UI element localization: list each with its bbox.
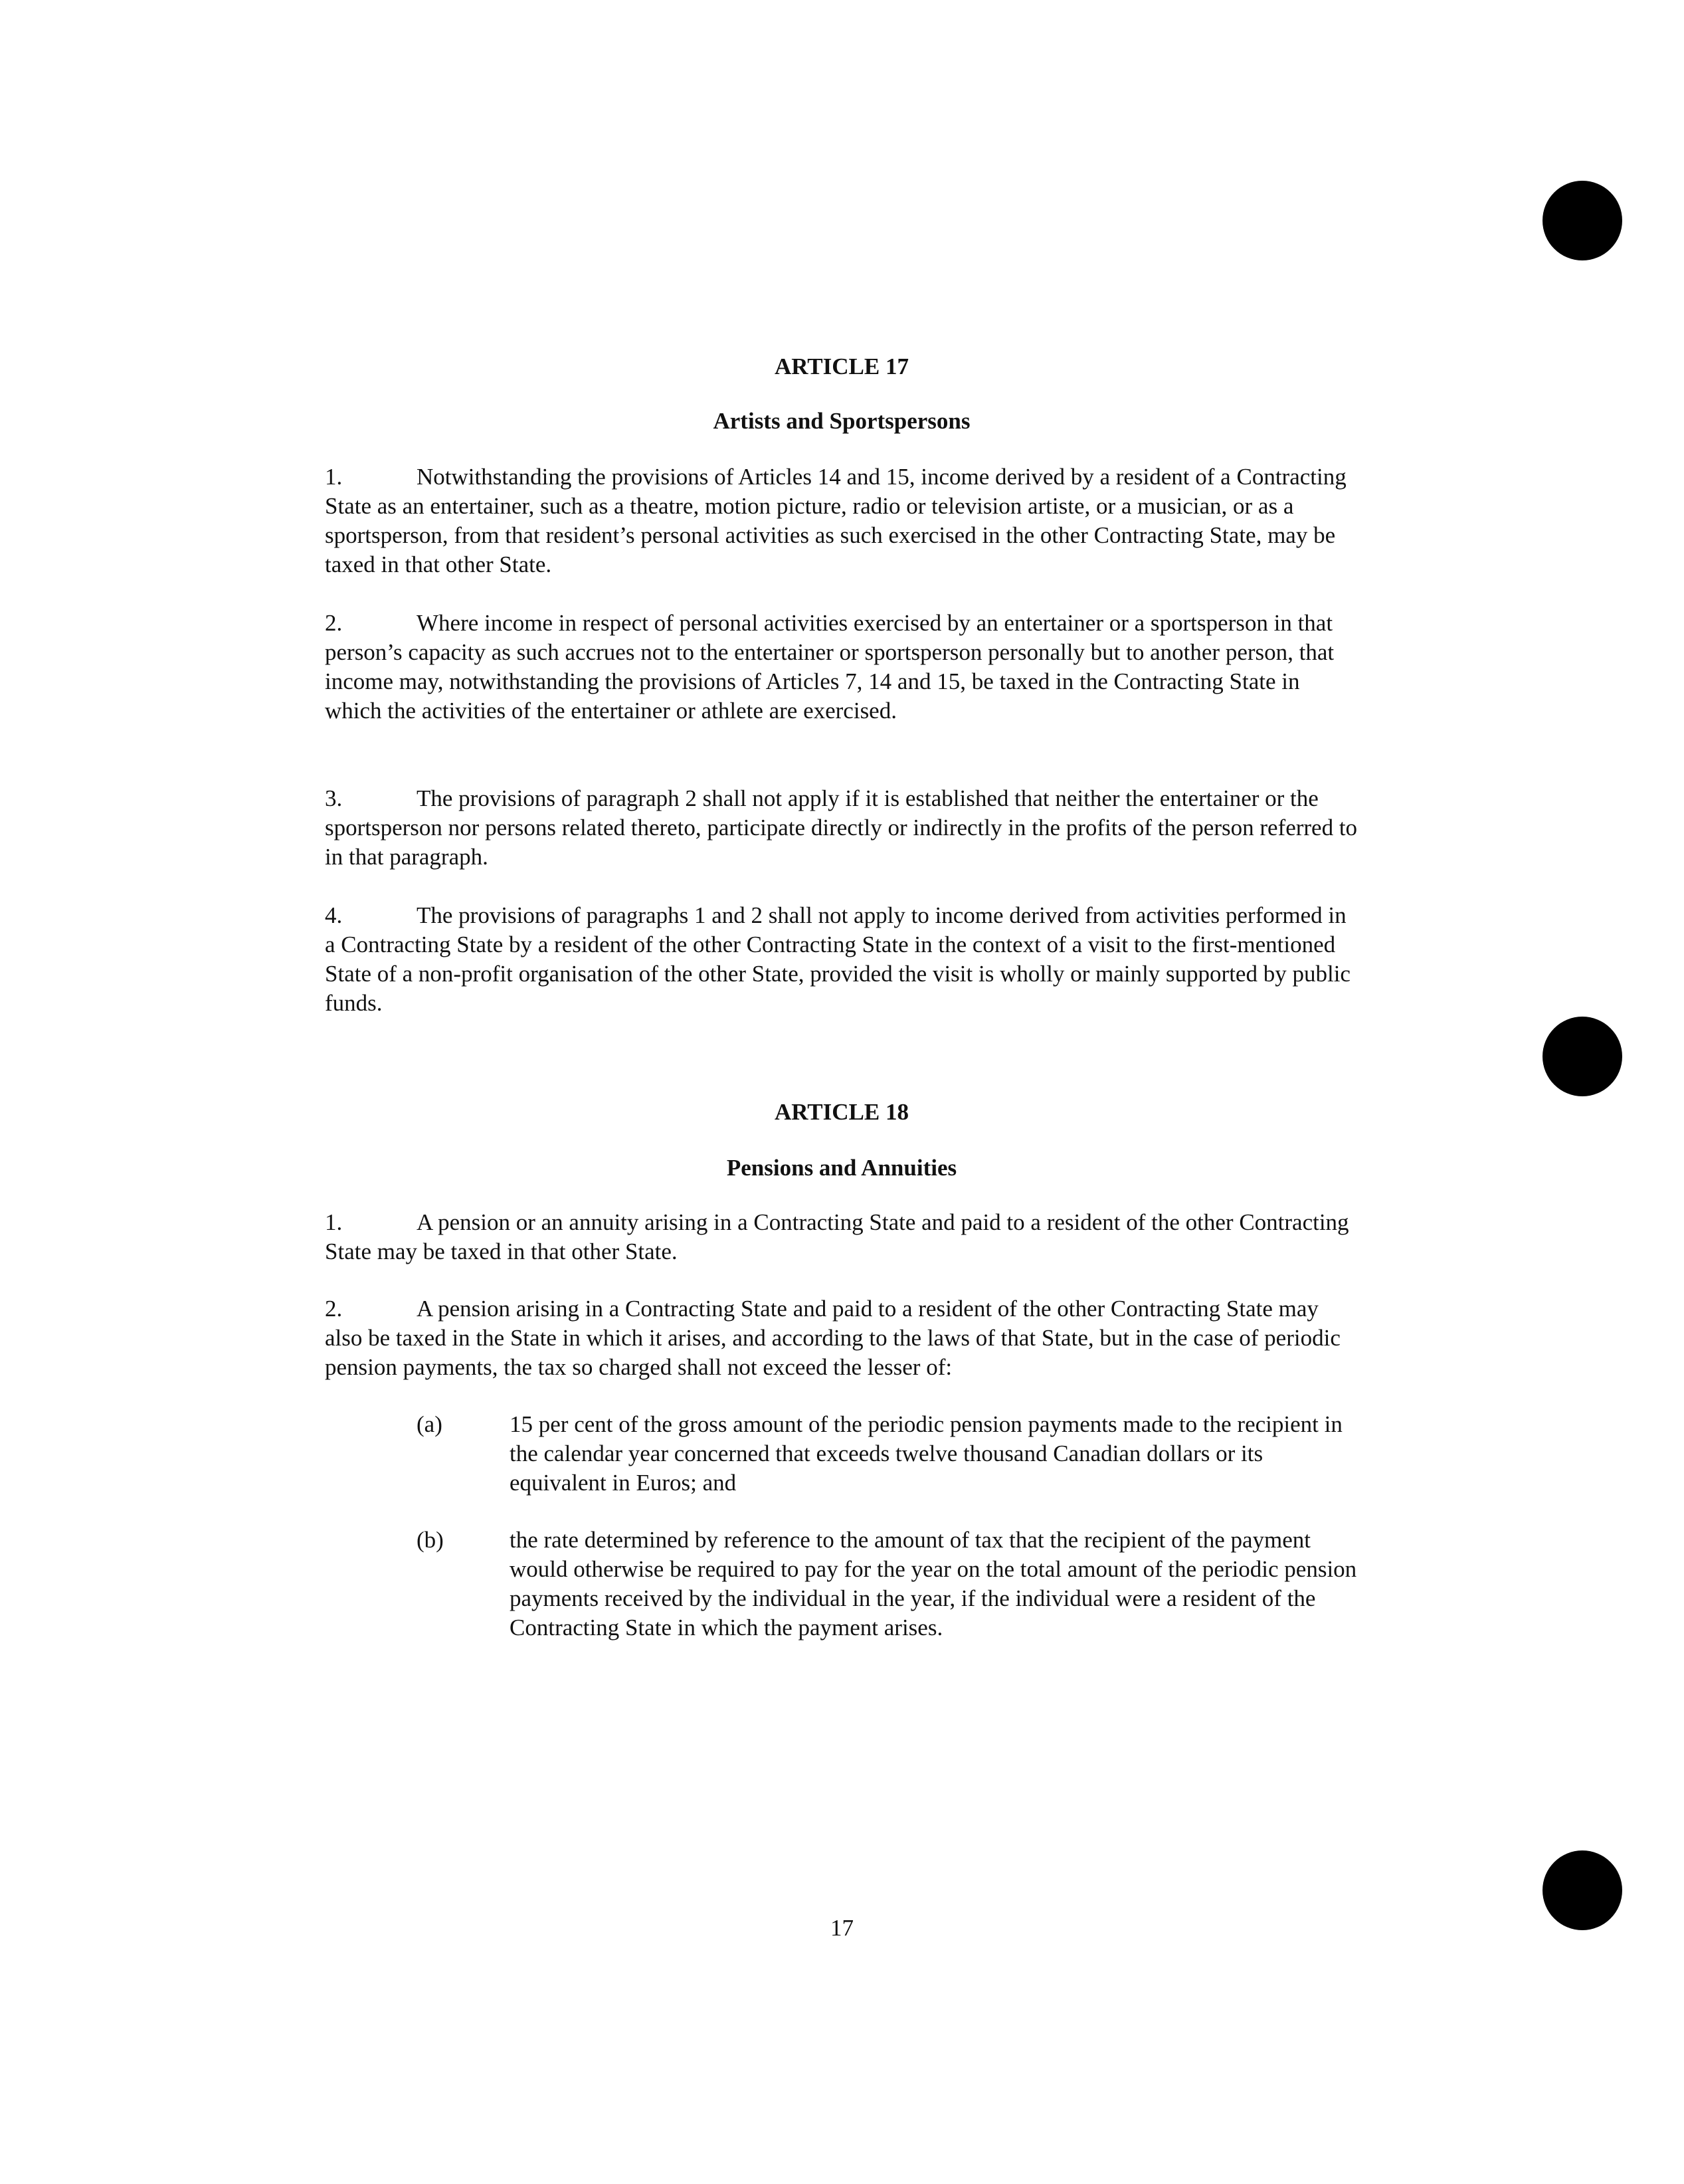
paragraph-number: 4. [325, 902, 343, 928]
article-17-paragraph-3 [325, 784, 1358, 872]
paragraph-number: 3. [325, 785, 343, 811]
paragraph-text: The provisions of paragraphs 1 and 2 shall not apply to income derived from activities performed in a Contracting State by a resident of the other Contracting State in the context of a visit to the first-mentioned State of a non-profit organisation of the other State, provided the visit is wholly or mainly supported by public funds. [325, 902, 1351, 1016]
paragraph-number: 2. [325, 1296, 343, 1322]
article-18-number: ARTICLE 18 [774, 1099, 909, 1125]
paragraph-text: The provisions of paragraph 2 shall not apply if it is established that neither the entertainer or the sportsperson nor persons related thereto, participate directly or indirectly in the profits of the person referred to in that paragraph. [325, 785, 1358, 870]
subparagraph-letter: (a) [417, 1411, 442, 1437]
subparagraph-letter: (b) [417, 1527, 444, 1553]
article-18-paragraph-1 [325, 1208, 1358, 1266]
paragraph-number: 1. [325, 1209, 343, 1235]
article-17-paragraph-1 [325, 462, 1358, 579]
paragraph-text: Where income in respect of personal activities exercised by an entertainer or a sportsperson in that person’s capacity as such accrues not to the entertainer or sportsperson personally but to another person, that income may, notwithstanding the provisions of Articles 7, 14 and 15, be taxed in the Contracting State in which the activities of the entertainer or athlete are exercised. [325, 610, 1335, 724]
paragraph-text: A pension or an annuity arising in a Contracting State and paid to a resident of the other Contracting State may be taxed in that other State. [325, 1209, 1349, 1264]
paragraph-number: 1. [325, 464, 343, 490]
article-18-subparagraph-b [417, 1526, 1358, 1642]
paragraph-text: A pension arising in a Contracting State and paid to a resident of the other Contracting State may also be taxed in the State in which it arises, and according to the laws of that State, but in the case of periodic pension payments, the tax so charged shall not exceed the lesser of: [325, 1296, 1341, 1380]
paragraph-number: 2. [325, 610, 343, 636]
punch-hole-middle [1543, 1017, 1622, 1096]
article-18-paragraph-2 [325, 1294, 1358, 1382]
paragraph-text: Notwithstanding the provisions of Articles 14 and 15, income derived by a resident of a Contracting State as an entertainer, such as a theatre, motion picture, radio or television artiste, or a musician, or as a sportsperson, from that resident’s personal activities as such exercised in the other Contracting State, may be taxed in that other State. [325, 464, 1347, 577]
article-18-title: Pensions and Annuities [726, 1155, 957, 1181]
article-17-paragraph-2 [325, 609, 1358, 726]
article-17-title: Artists and Sportspersons [713, 408, 971, 434]
punch-hole-top [1543, 181, 1622, 260]
article-17-paragraph-4 [325, 901, 1358, 1018]
article-17-number: ARTICLE 17 [774, 353, 909, 379]
subparagraph-text: 15 per cent of the gross amount of the periodic pension payments made to the recipient in the calendar year concerned that exceeds twelve thousand Canadian dollars or its equivalent in Euros; and [510, 1411, 1343, 1496]
page-number: 17 [830, 1915, 854, 1941]
article-18-subparagraph-a [417, 1410, 1358, 1498]
subparagraph-text: the rate determined by reference to the amount of tax that the recipient of the payment would otherwise be required to pay for the year on the total amount of the periodic pension payments received by the individual in the year, if the individual were a resident of the Contracting State in which the payment arises. [510, 1527, 1357, 1640]
